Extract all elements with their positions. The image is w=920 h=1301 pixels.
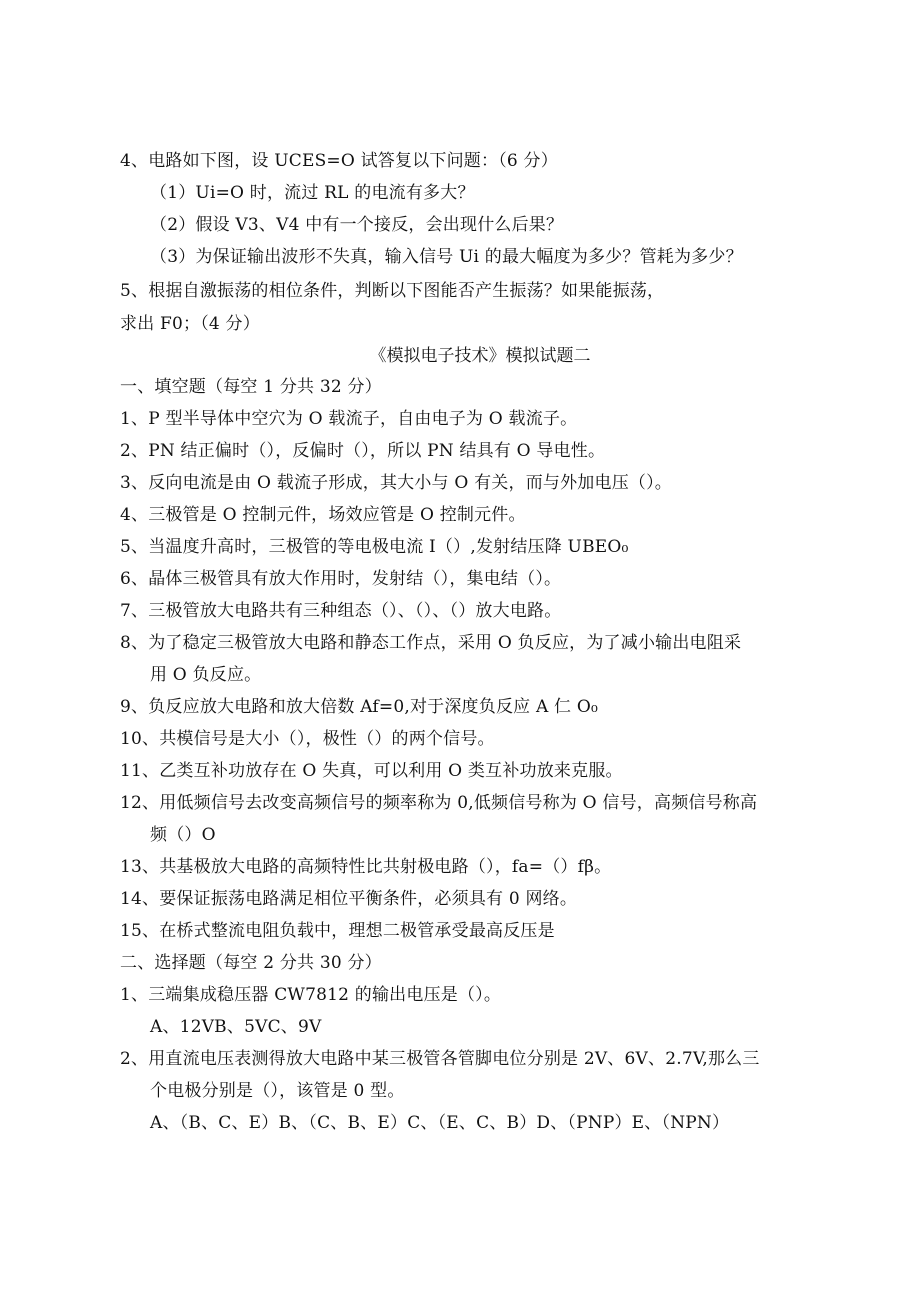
question-4-part-3: （3）为保证输出波形不失真，输入信号 Ui 的最大幅度为多少？管耗为多少？ <box>150 247 743 267</box>
fill-3: 3、反向电流是由 O 载流子形成，其大小与 O 有关，而与外加电压（）。 <box>120 473 673 493</box>
choice-1-options: A、12VB、5VC、9V <box>150 1017 322 1037</box>
question-5-cont: 求出 F0；（4 分） <box>120 314 260 334</box>
fill-6: 6、晶体三极管具有放大作用时，发射结（），集电结（）。 <box>120 569 562 589</box>
fill-14: 14、要保证振荡电路满足相位平衡条件，必须具有 0 网络。 <box>120 889 578 909</box>
question-5: 5、根据自激振荡的相位条件，判断以下图能否产生振荡？如果能振荡， <box>120 281 665 301</box>
fill-2: 2、PN 结正偏时（），反偏时（），所以 PN 结具有 O 导电性。 <box>120 441 606 461</box>
question-4-part-1: （1）Ui=O 时，流过 RL 的电流有多大？ <box>150 183 475 203</box>
question-4: 4、电路如下图，设 UCES=O 试答复以下问题：（6 分） <box>120 151 558 171</box>
fill-8-cont: 用 O 负反应。 <box>150 665 262 685</box>
choice-2: 2、用直流电压表测得放大电路中某三极管各管脚电位分别是 2V、6V、2.7V,那么三 <box>120 1049 760 1069</box>
fill-11: 11、乙类互补功放存在 O 失真，可以利用 O 类互补功放来克服。 <box>120 761 623 781</box>
fill-12: 12、用低频信号去改变高频信号的频率称为 0,低频信号称为 O 信号，高频信号称高 <box>120 793 758 813</box>
fill-5: 5、当温度升高时，三极管的等电极电流 I（）,发射结压降 UBEO₀ <box>120 537 629 557</box>
exam-title: 《模拟电子技术》模拟试题二 <box>369 346 591 366</box>
choice-2-cont: 个电极分别是（），该管是 0 型。 <box>150 1081 405 1101</box>
question-4-part-2: （2）假设 V3、V4 中有一个接反，会出现什么后果？ <box>150 215 564 235</box>
fill-10: 10、共模信号是大小（），极性（）的两个信号。 <box>120 729 495 749</box>
choice-1: 1、三端集成稳压器 CW7812 的输出电压是（）。 <box>120 985 502 1005</box>
fill-7: 7、三极管放大电路共有三种组态（）、（）、（）放大电路。 <box>120 601 562 621</box>
fill-4: 4、三极管是 O 控制元件，场效应管是 O 控制元件。 <box>120 505 526 525</box>
fill-9: 9、负反应放大电路和放大倍数 Af=0,对于深度负反应 A 仁 O₀ <box>120 697 598 717</box>
fill-15: 15、在桥式整流电阻负载中，理想二极管承受最高反压是 <box>120 921 555 941</box>
section-choice: 二、选择题（每空 2 分共 30 分） <box>120 953 382 973</box>
section-fill-blank: 一、填空题（每空 1 分共 32 分） <box>120 377 382 397</box>
fill-13: 13、共基极放大电路的高频特性比共射极电路（），fa=（）fβ。 <box>120 857 612 877</box>
fill-8: 8、为了稳定三极管放大电路和静态工作点，采用 O 负反应，为了减小输出电阻采 <box>120 633 742 653</box>
fill-12-cont: 频（）O <box>150 825 216 845</box>
choice-2-options: A、（B、C、E）B、（C、B、E）C、（E、C、B）D、（PNP）E、（NPN） <box>150 1113 730 1133</box>
fill-1: 1、P 型半导体中空穴为 O 载流子，自由电子为 O 载流子。 <box>120 409 578 429</box>
